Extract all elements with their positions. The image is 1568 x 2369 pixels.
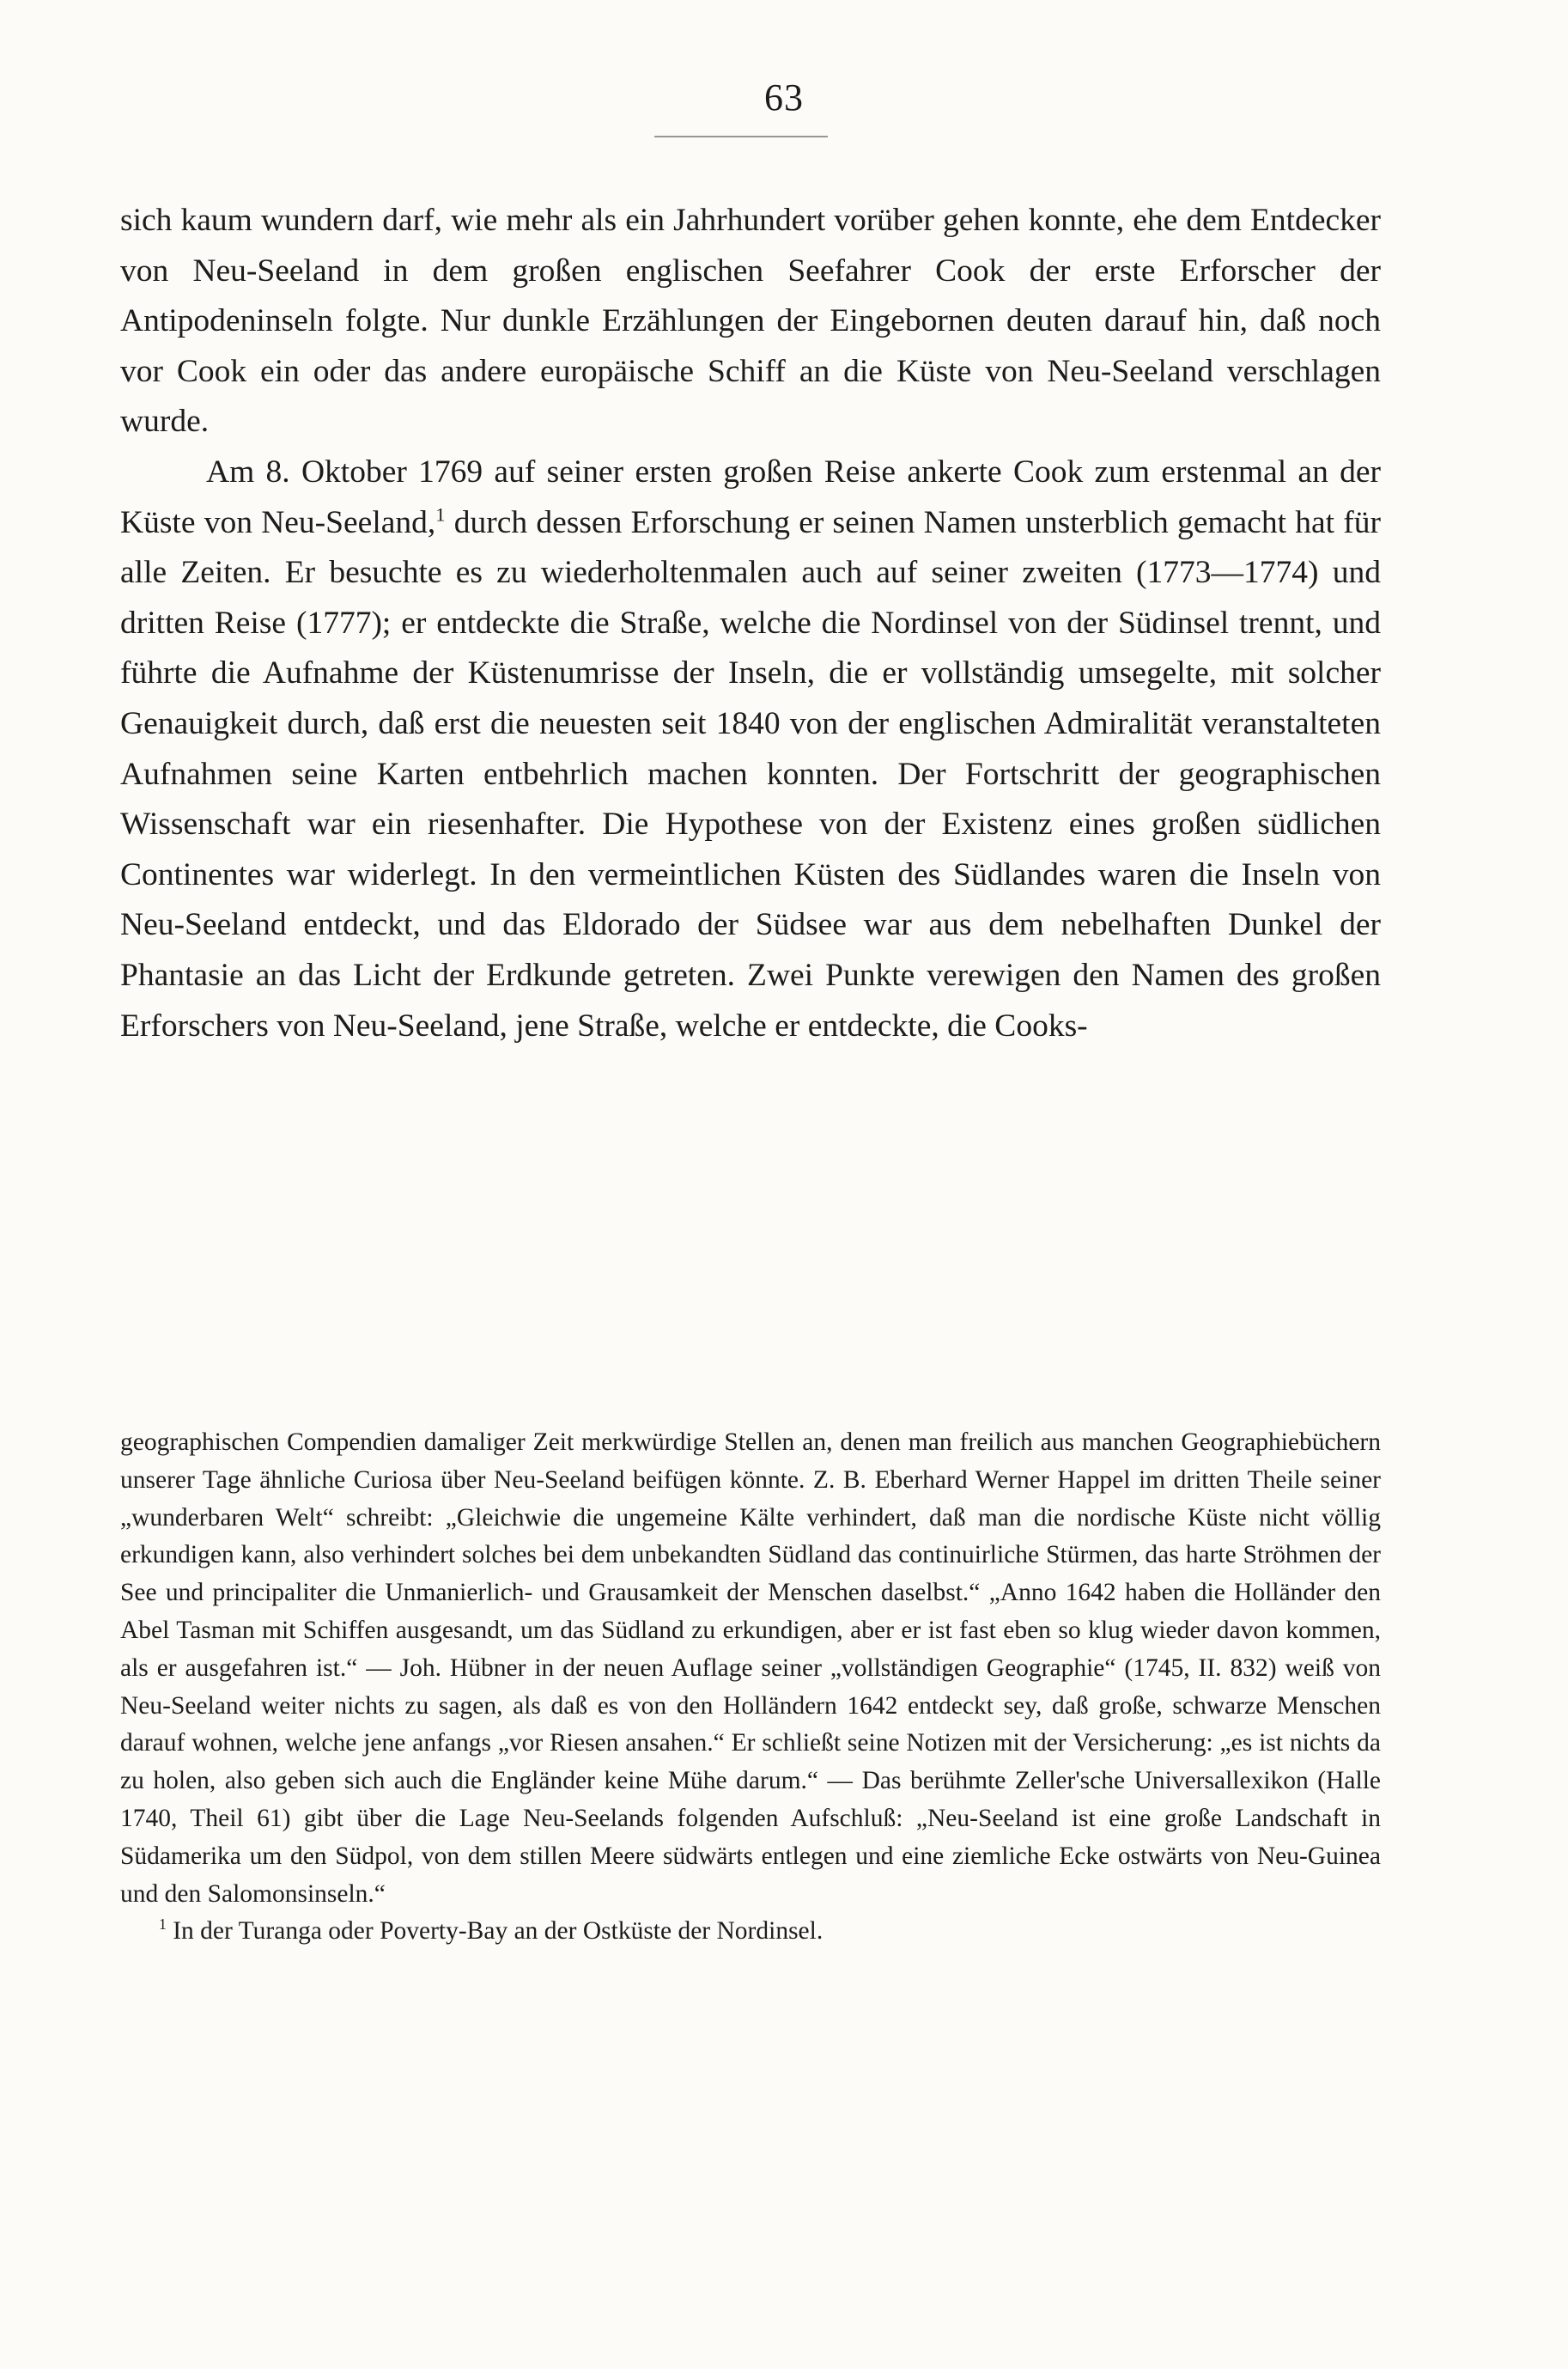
footnote-1-text: In der Turanga oder Poverty-Bay an der Ostküste der Nordinsel. xyxy=(173,1917,824,1946)
page-number: 63 xyxy=(764,76,804,119)
paragraph-2-start: Am 8. Oktober 1769 auf seiner ersten großen Reise ankerte Cook zum erstenmal an der Küste von Neu-Seeland, xyxy=(120,454,1381,540)
paragraph-2 xyxy=(120,448,1381,1051)
footnotes xyxy=(120,1424,1381,1951)
paragraph-2-rest: durch dessen Erforschung er seinen Namen unsterblich gemacht hat für alle Zeiten. Er besuchte es zu wiederholtenmalen auch auf seiner zweiten (1773—1774) und dritten Reise (1777); er entdeckte die Straße, welche die Nordinsel von der Südinsel trennt, und führte die Aufnahme der Küstenumrisse der Inseln, die er vollständig umsegelte, mit solcher Genauigkeit durch, daß erst die neuesten seit 1840 von der englischen Admiralität veranstalteten Aufnahmen seine Karten entbehrlich machen konnten. Der Fortschritt der geographischen Wissenschaft war ein riesenhafter. Die Hypothese von der Existenz eines großen südlichen Continentes war widerlegt. In den vermeintlichen Küsten des Südlandes waren die Inseln von Neu-Seeland entdeckt, und das Eldorado der Südsee war aus dem nebelhaften Dunkel der Phantasie an das Licht der Erdkunde getreten. Zwei Punkte verewigen den Namen des großen Erforschers von Neu-Seeland, jene Straße, welche er entdeckte, die Cooks- xyxy=(120,504,1382,1044)
main-text xyxy=(120,196,1381,1051)
footnote-1-marker: 1 xyxy=(159,1915,167,1934)
footnote-1 xyxy=(120,1913,1381,1951)
header-rule xyxy=(654,136,828,137)
footnote-reference-1[interactable]: 1 xyxy=(435,503,446,526)
footnote-continued: geographischen Compendien damaliger Zeit merkwürdige Stellen an, denen man freilich aus manchen Geographiebüchern unserer Tage ähnliche Curiosa über Neu-Seeland beifügen könnte. Z. B. Eberhard Werner Happel im dritten Theile seiner „wunderbaren Welt“ schreibt: „Gleichwie die ungemeine Kälte verhindert, daß man die nordische Küste nicht völlig erkundigen kann, also verhindert solches bei dem unbekandten Südland das continuirliche Stürmen, das harte Ströhmen der See und principaliter die Unmanierlich- und Grausamkeit der Menschen daselbst.“ „Anno 1642 haben die Holländer den Abel Tasman mit Schiffen ausgesandt, um das Südland zu erkundigen, aber er ist fast eben so klug wieder davon kommen, als er ausgefahren ist.“ — Joh. Hübner in der neuen Auflage seiner „vollständigen Geographie“ (1745, II. 832) weiß von Neu-Seeland weiter nichts zu sagen, als daß es von den Holländern 1642 entdeckt sey, daß große, schwarze Menschen darauf wohnen, welche jene anfangs „vor Riesen ansahen.“ Er schließt seine Notizen mit der Versicherung: „es ist nichts da zu holen, also geben sich auch die Engländer keine Mühe darum.“ — Das berühmte Zeller'sche Universallexikon (Halle 1740, Theil 61) gibt über die Lage Neu-Seelands folgenden Aufschluß: „Neu-Seeland ist eine große Landschaft in Südamerika um den Südpol, von dem stillen Meere südwärts entlegen und eine ziemliche Ecke ostwärts von Neu-Guinea und den Salomonsinseln.“ xyxy=(120,1428,1381,1908)
paragraph-1: sich kaum wundern darf, wie mehr als ein Jahrhundert vorüber gehen konnte, ehe dem Entdecker von Neu-Seeland in dem großen englischen Seefahrer Cook der erste Erforscher der Antipodeninseln folgte. Nur dunkle Erzählungen der Eingebornen deuten darauf hin, daß noch vor Cook ein oder das andere europäische Schiff an die Küste von Neu-Seeland verschlagen wurde. xyxy=(120,203,1381,440)
